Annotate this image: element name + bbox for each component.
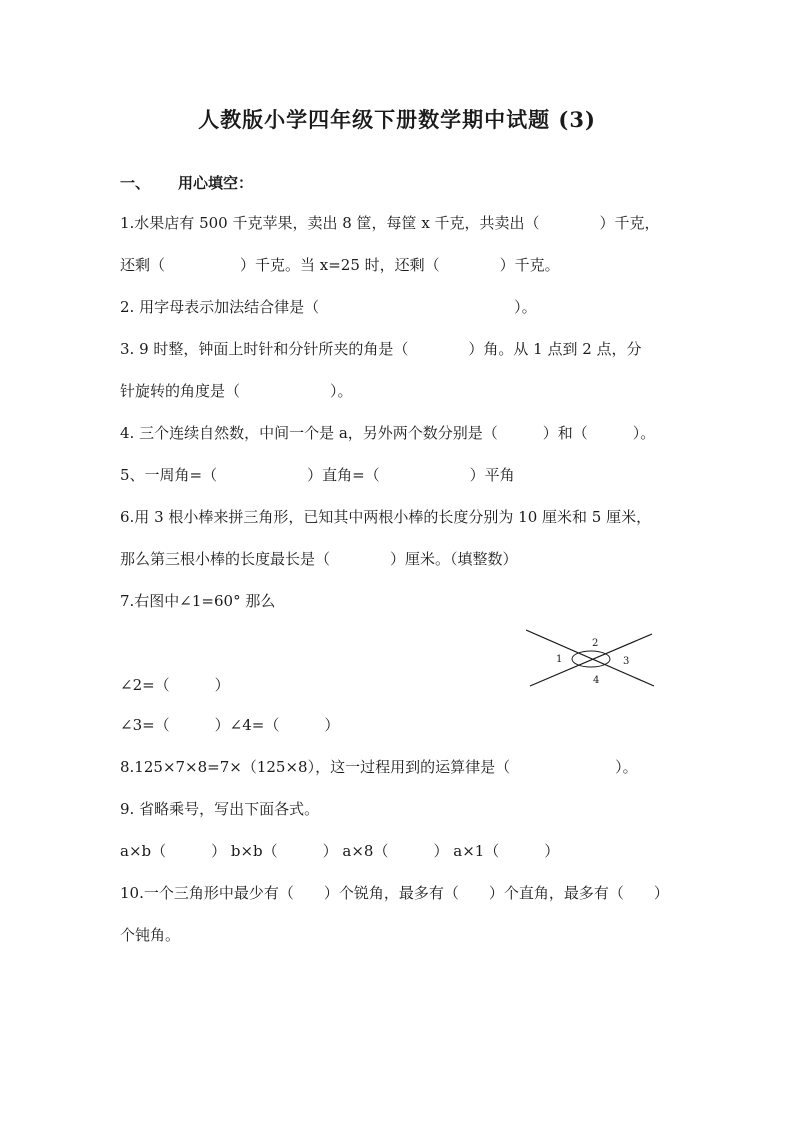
question-1-line-2: 还剩（ ）千克。当 x=25 时，还剩（ ）千克。 bbox=[120, 256, 560, 274]
angle-label-2: 2 bbox=[592, 638, 599, 649]
question-10-line-2: 个钝角。 bbox=[120, 926, 181, 944]
question-7: 7.右图中∠1=60° 那么 bbox=[120, 592, 276, 610]
question-3-line-1: 3. 9 时整，钟面上时针和分针所夹的角是（ ）角。从 1 点到 2 点，分 bbox=[120, 340, 642, 358]
question-5: 5、一周角=（ ）直角=（ ）平角 bbox=[120, 466, 515, 484]
question-6-line-1: 6.用 3 根小棒来拼三角形，已知其中两根小棒的长度分别为 10 厘米和 5 厘米， bbox=[120, 508, 652, 526]
intersecting-lines-figure bbox=[526, 626, 658, 688]
question-9: 9. 省略乘号，写出下面各式。 bbox=[120, 800, 320, 818]
angle-label-1: 1 bbox=[556, 654, 563, 665]
question-2: 2. 用字母表示加法结合律是（ ）。 bbox=[120, 298, 537, 316]
section-number: 一、 bbox=[120, 174, 151, 192]
angle-label-3: 3 bbox=[623, 656, 630, 667]
question-9-items: a×b（ ） b×b（ ） a×8（ ） a×1（ ） bbox=[120, 842, 560, 860]
line-b bbox=[530, 634, 652, 686]
page-title: 人教版小学四年级下册数学期中试题 (3) bbox=[198, 107, 596, 132]
question-7-angles-3-4: ∠3=（ ）∠4=（ ） bbox=[120, 716, 340, 734]
question-10-line-1: 10.一个三角形中最少有（ ）个锐角，最多有（ ）个直角，最多有（ ） bbox=[120, 884, 669, 902]
question-8: 8.125×7×8=7×（125×8），这一过程用到的运算律是（ ）。 bbox=[120, 758, 638, 776]
question-3-line-2: 针旋转的角度是（ ）。 bbox=[120, 382, 353, 400]
question-1-line-1: 1.水果店有 500 千克苹果，卖出 8 筐，每筐 x 千克，共卖出（ ）千克， bbox=[120, 214, 660, 232]
section-label: 用心填空： bbox=[178, 174, 254, 192]
question-4: 4. 三个连续自然数，中间一个是 a，另外两个数分别是（ ）和（ ）。 bbox=[120, 424, 656, 442]
line-a bbox=[526, 630, 654, 686]
angle-label-4: 4 bbox=[593, 675, 600, 686]
question-7-angle-2: ∠2=（ ） bbox=[120, 676, 230, 694]
question-6-line-2: 那么第三根小棒的长度最长是（ ）厘米。（填整数） bbox=[120, 550, 518, 568]
section-heading bbox=[120, 172, 253, 193]
